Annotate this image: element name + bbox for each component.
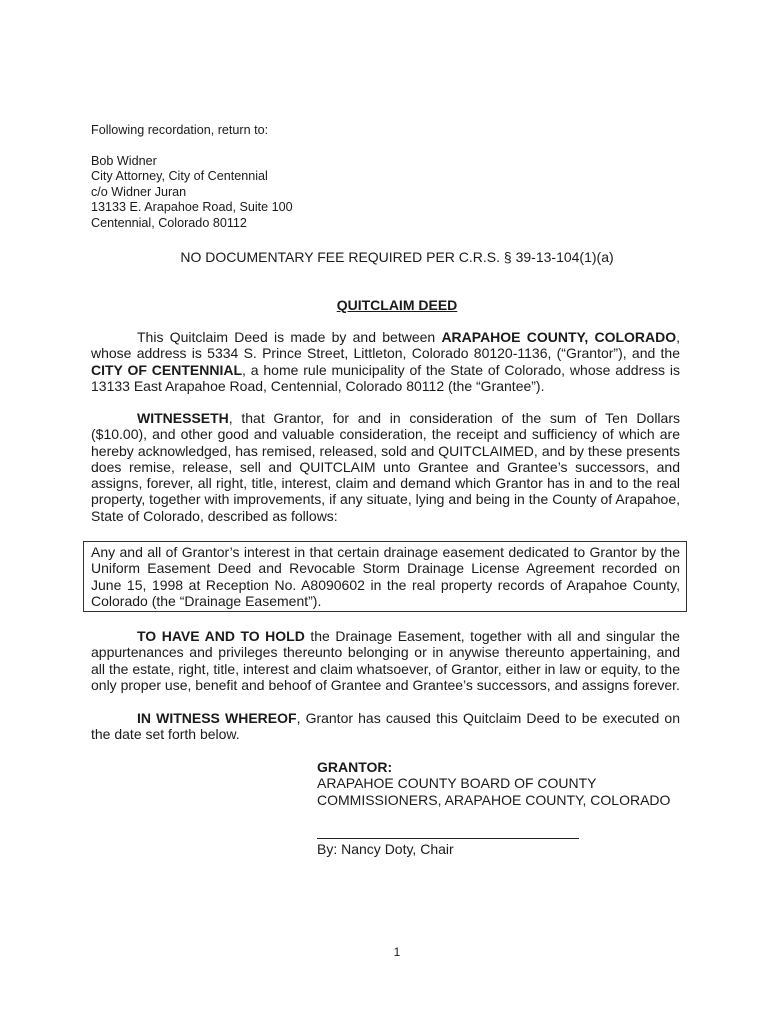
habendum-paragraph [91,628,680,693]
witness-whereof-label: IN WITNESS WHEREOF [137,710,297,726]
fee-notice: NO DOCUMENTARY FEE REQUIRED PER C.R.S. § 39-13-104(1)(a) [180,249,614,265]
return-heading: Following recordation, return to: [91,123,269,137]
page-number: 1 [393,945,401,959]
return-line: 13133 E. Arapahoe Road, Suite 100 [91,200,293,214]
return-line: City Attorney, City of Centennial [91,169,268,183]
grantor-heading: GRANTOR: [317,759,393,775]
para-text: , Grantor has caused this Quitclaim Deed to be executed on the date set forth below. [91,710,680,743]
para-text: , a home rule municipality of the State of Colorado, whose address is 13133 East Arapahoe Road, Centennial, Colorado 80112 (the “Grantee”). [91,361,681,394]
parties-paragraph [91,329,680,394]
para-text: , that Grantor, for and in consideration of the sum of Ten Dollars ($10.00), and other good and valuable consideration, the receipt and sufficiency of which are hereby acknowledged, has remised, released, sold and QUITCLAIMED, and by these presents does remise, release, sell and QUITCLAIM unto Grantee and Grantee’s successors, and assigns, forever, all right, title, interest, claim and demand which Grantor has in and to the real property, together with improvements, if any situate, lying and being in the County of Arapahoe, State of Colorado, described as follows: [91,410,680,524]
document-title: QUITCLAIM DEED [336,297,458,313]
para-text: the Drainage Easement, together with all and singular the appurtenances and privileges thereunto belonging or in anywise thereunto appertaining, and all the estate, right, title, interest and claim whatsoever, of Grantor, either in law or equity, to the only proper use, benefit and behoof of Grantee and Grantee’s successors, and assigns forever. [91,628,680,693]
habendum-label: TO HAVE AND TO HOLD [137,628,305,644]
witnesseth-label: WITNESSETH [137,410,229,426]
witness-whereof-paragraph [91,710,680,743]
para-text: This Quitclaim Deed is made by and between [137,329,442,345]
witnesseth-paragraph [91,410,680,524]
grantor-line: COMMISSIONERS, ARAPAHOE COUNTY, COLORADO [317,791,671,808]
grantor-block [317,759,697,808]
return-line: Centennial, Colorado 80112 [91,215,247,230]
legal-description-box: Any and all of Grantor’s interest in that certain drainage easement dedicated to Grantor by the Uniform Easement Deed and Revocable Storm Drainage License Agreement recorded on June 15, 1998 at Reception No. A8090602 in the real property records of Arapahoe County, Colorado (the “Drainage Easement”). [83,541,687,612]
signatory-name: By: Nancy Doty, Chair [317,841,454,857]
grantor-line: ARAPAHOE COUNTY BOARD OF COUNTY [317,775,597,792]
return-line: Bob Widner [91,153,157,168]
return-line: c/o Widner Juran [91,184,187,199]
grantor-name: ARAPAHOE COUNTY, COLORADO [441,329,677,345]
para-text: , whose address is 5334 S. Prince Street, Littleton, Colorado 80120-1136, (“Grantor”), and the [91,329,681,362]
signature-line [317,838,579,839]
grantee-name: CITY OF CENTENNIAL [91,361,243,378]
return-address-block [91,123,491,231]
